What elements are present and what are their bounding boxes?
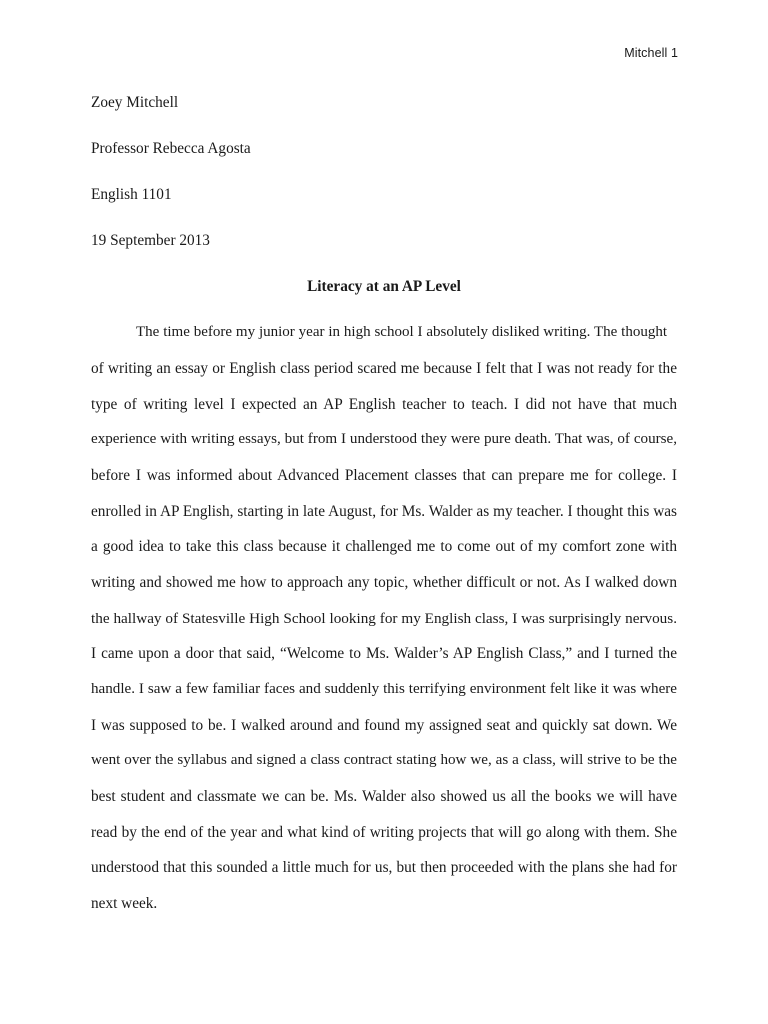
paragraph-line: of writing an essay or English class period scared me because I felt that I was not ready for the	[91, 360, 677, 377]
student-name: Zoey Mitchell	[91, 94, 179, 111]
paragraph-line: writing and showed me how to approach any topic, whether difficult or not. As I walked down	[91, 574, 677, 591]
paragraph-line: I was supposed to be. I walked around and found my assigned seat and quickly sat down. We	[91, 717, 677, 734]
paragraph-line: I came upon a door that said, “Welcome to Ms. Walder’s AP English Class,” and I turned the	[91, 645, 677, 662]
running-head: Mitchell 1	[624, 46, 678, 60]
paragraph-line: next week.	[91, 895, 158, 912]
instructor-name: Professor Rebecca Agosta	[91, 140, 251, 157]
paragraph-line: best student and classmate we can be. Ms. Walder also showed us all the books we will have	[91, 788, 677, 805]
paragraph-line: type of writing level I expected an AP English teacher to teach. I did not have that much	[91, 396, 677, 413]
paragraph-line: understood that this sounded a little much for us, but then proceeded with the plans she had for	[91, 859, 677, 876]
course-name: English 1101	[91, 186, 172, 203]
paragraph-line: The time before my junior year in high school I absolutely disliked writing. The thought	[136, 324, 667, 340]
paragraph-line: enrolled in AP English, starting in late August, for Ms. Walder as my teacher. I thought this was	[91, 503, 677, 520]
paragraph-line: handle. I saw a few familiar faces and suddenly this terrifying environment felt like it was where	[91, 681, 677, 697]
paragraph-line: the hallway of Statesville High School looking for my English class, I was surprisingly nervous.	[91, 610, 677, 627]
paragraph-line: experience with writing essays, but from I understood they were pure death. That was, of course,	[91, 431, 677, 447]
paragraph-line: read by the end of the year and what kind of writing projects that will go along with them. She	[91, 824, 677, 841]
paragraph-line: a good idea to take this class because it challenged me to come out of my comfort zone with	[91, 538, 677, 555]
paragraph-line: went over the syllabus and signed a class contract stating how we, as a class, will strive to be the	[91, 752, 677, 768]
essay-title: Literacy at an AP Level	[307, 278, 461, 295]
paragraph-line: before I was informed about Advanced Placement classes that can prepare me for college. I	[91, 467, 677, 484]
essay-date: 19 September 2013	[91, 232, 210, 249]
